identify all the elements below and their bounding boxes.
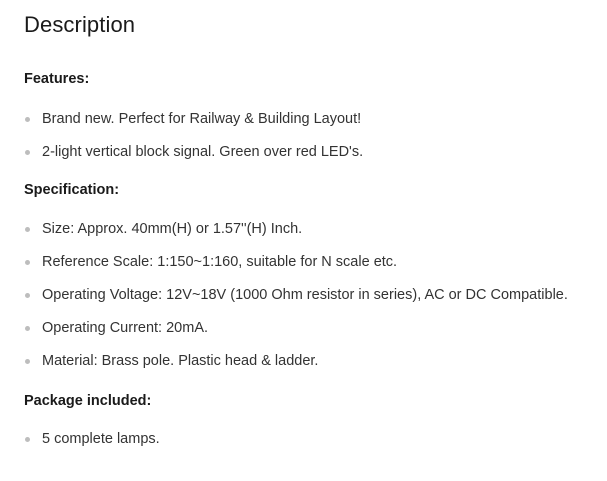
list-item-text: Reference Scale: 1:150~1:160, suitable for N scale etc. bbox=[42, 254, 398, 270]
bullet-icon bbox=[25, 117, 30, 122]
list-item-text: Operating Current: 20mA. bbox=[42, 320, 209, 336]
section-heading-specification: Specification: bbox=[24, 182, 120, 198]
bullet-icon bbox=[25, 326, 30, 331]
bullet-icon bbox=[25, 359, 30, 364]
list-item bbox=[24, 253, 568, 286]
list-item bbox=[24, 286, 568, 319]
bullet-icon bbox=[25, 437, 30, 442]
list-item bbox=[24, 430, 160, 463]
features-list bbox=[24, 110, 363, 176]
bullet-icon bbox=[25, 227, 30, 232]
list-item-text: Operating Voltage: 12V~18V (1000 Ohm resistor in series), AC or DC Compatible. bbox=[42, 287, 568, 303]
list-item bbox=[24, 220, 568, 253]
list-item-text: 5 complete lamps. bbox=[42, 431, 160, 447]
bullet-icon bbox=[25, 293, 30, 298]
package-list bbox=[24, 430, 160, 463]
list-item-text: Size: Approx. 40mm(H) or 1.57''(H) Inch. bbox=[42, 221, 303, 237]
list-item-text: Brand new. Perfect for Railway & Building Layout! bbox=[42, 111, 362, 127]
section-heading-features: Features: bbox=[24, 71, 90, 87]
bullet-icon bbox=[25, 150, 30, 155]
list-item bbox=[24, 319, 568, 352]
page-title: Description bbox=[24, 12, 136, 37]
list-item bbox=[24, 110, 363, 143]
list-item bbox=[24, 143, 363, 176]
list-item bbox=[24, 352, 568, 385]
list-item-text: Material: Brass pole. Plastic head & ladder. bbox=[42, 353, 319, 369]
section-heading-package: Package included: bbox=[24, 393, 152, 409]
list-item-text: 2-light vertical block signal. Green over red LED's. bbox=[42, 144, 364, 160]
specification-list bbox=[24, 220, 568, 385]
bullet-icon bbox=[25, 260, 30, 265]
